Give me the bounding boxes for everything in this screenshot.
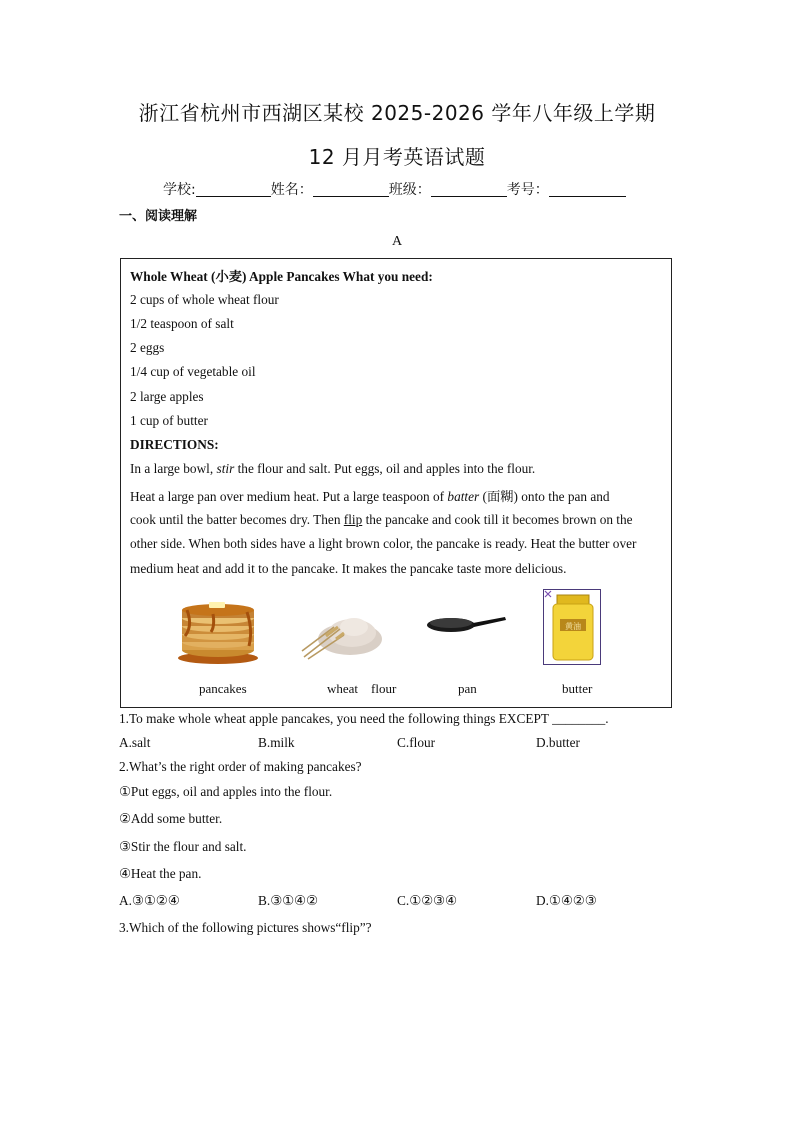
q2-option-a[interactable]: A.③①②④	[119, 893, 180, 908]
direction-line: other side. When both sides have a light brown color, the pancake is ready. Heat the butter over	[130, 536, 637, 551]
q2-option-b[interactable]: B.③①④②	[258, 893, 318, 908]
school-blank[interactable]	[196, 182, 271, 197]
direction-text: cook until the batter becomes dry. Then	[130, 512, 344, 527]
direction-text: Heat a large pan over medium heat. Put a large teaspoon of	[130, 489, 448, 504]
page-subtitle: 12 月月考英语试题	[308, 145, 486, 169]
q1-option-c[interactable]: C.flour	[397, 735, 436, 750]
wheat-flour-image	[300, 599, 385, 661]
direction-line	[130, 461, 535, 477]
passage-letter: A	[391, 234, 403, 249]
q1-option-d[interactable]: D.butter	[536, 735, 580, 750]
direction-text: the pancake and cook till it becomes brown on the	[362, 512, 633, 527]
ingredient-item: 1/2 teaspoon of salt	[130, 316, 234, 331]
student-info-line	[163, 179, 626, 199]
q2-step: ②Add some butter.	[119, 811, 223, 826]
ingredient-item: 1/4 cup of vegetable oil	[130, 364, 256, 379]
word-batter: batter	[447, 489, 480, 504]
name-blank[interactable]	[313, 182, 389, 197]
directions-heading: DIRECTIONS:	[130, 437, 219, 452]
question-3: 3.Which of the following pictures shows“flip”?	[119, 920, 372, 935]
ingredient-item: 1 cup of butter	[130, 413, 208, 428]
ingredient-item: 2 eggs	[130, 340, 165, 355]
name-label: 姓名：	[270, 182, 313, 198]
ingredient-item: 2 cups of whole wheat flour	[130, 292, 279, 307]
number-blank[interactable]	[549, 182, 626, 197]
caption-butter: butter	[562, 681, 593, 696]
recipe-heading: Whole Wheat (小麦) Apple Pancakes What you need:	[130, 269, 433, 284]
caption-pancakes: pancakes	[199, 681, 247, 696]
direction-text: the flour and salt. Put eggs, oil and apples into the flour.	[234, 461, 536, 476]
number-label: 考号：	[506, 182, 549, 198]
direction-line	[130, 486, 610, 505]
q2-step: ③Stir the flour and salt.	[119, 839, 247, 854]
q2-step: ①Put eggs, oil and apples into the flour.	[119, 784, 333, 799]
caption-pan: pan	[458, 681, 477, 696]
question-2: 2.What’s the right order of making pancakes?	[119, 759, 362, 774]
butter-jar-label: 黄油	[565, 622, 581, 631]
section-heading: 一、阅读理解	[119, 209, 198, 224]
q2-option-c[interactable]: C.①②③④	[397, 893, 457, 908]
direction-line	[130, 512, 633, 528]
recipe-box	[120, 258, 672, 708]
q1-option-a[interactable]: A.salt	[119, 735, 151, 750]
q1-option-b[interactable]: B.milk	[258, 735, 295, 750]
butter-jar-image	[543, 589, 601, 665]
pan-image	[425, 611, 507, 641]
class-blank[interactable]	[431, 182, 507, 197]
direction-text: In a large bowl,	[130, 461, 217, 476]
page-title: 浙江省杭州市西湖区某校 2025-2026 学年八年级上学期	[138, 101, 656, 125]
class-label: 班级：	[388, 182, 431, 198]
pancakes-image	[173, 596, 263, 666]
question-1: 1.To make whole wheat apple pancakes, you need the following things EXCEPT ________.	[119, 711, 609, 726]
caption-wheat-flour: wheat flour	[327, 681, 397, 696]
q2-option-d[interactable]: D.①④②③	[536, 893, 597, 908]
q2-step: ④Heat the pan.	[119, 866, 202, 881]
word-stir: stir	[216, 461, 235, 476]
direction-text: (面糊) onto the pan and	[479, 489, 610, 504]
school-label: 学校:	[163, 182, 196, 198]
direction-line: medium heat and add it to the pancake. It makes the pancake taste more delicious.	[130, 561, 567, 576]
ingredient-item: 2 large apples	[130, 389, 204, 404]
word-flip: flip	[343, 512, 363, 527]
